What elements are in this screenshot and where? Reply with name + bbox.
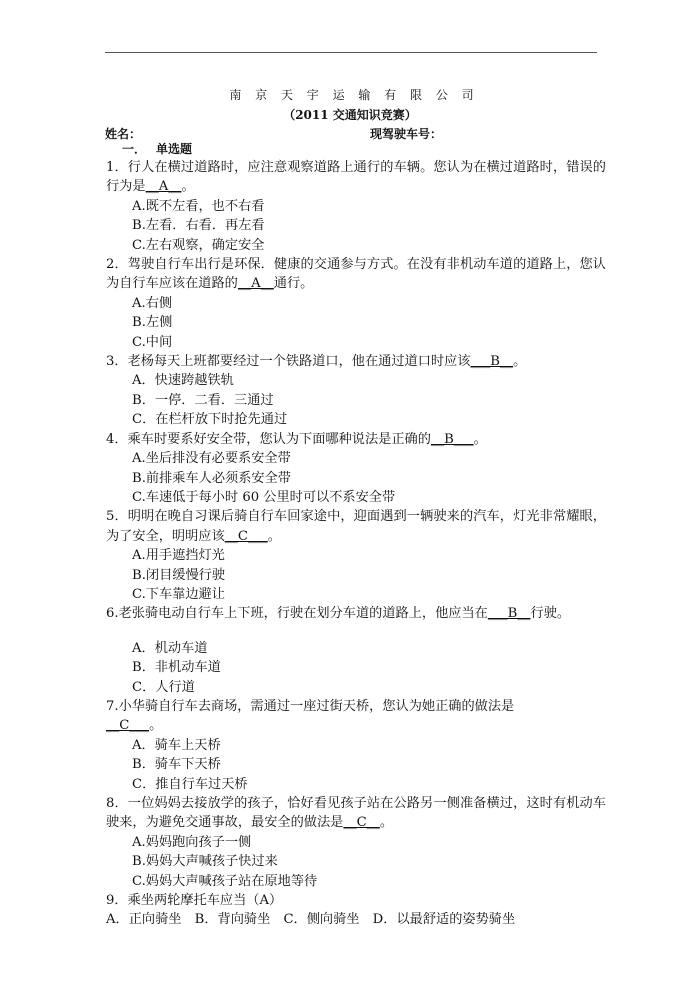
question-stem-end: 。: [513, 354, 527, 370]
answer-blank: ___B__: [487, 606, 531, 622]
event-title: （2011 交通知识竞赛）: [283, 108, 417, 122]
option-b: B.左看．右看．再左看: [132, 218, 265, 234]
section-number: 一．: [122, 142, 147, 156]
name-label: 姓名：: [105, 127, 142, 141]
question-stem: 2．驾驶自行车出行是环保．健康的交通参与方式。在没有非机动车道的道路上，您认为自行车应该在道路的: [106, 257, 606, 292]
answer-blank: __C___: [106, 718, 150, 734]
company-name: 南 京 天 宇 运 输 有 限 公 司: [229, 88, 479, 102]
question-text: [106, 255, 606, 294]
section-heading: [106, 140, 606, 158]
option-b: B.闭目缓慢行驶: [132, 567, 226, 583]
question-stem-end: 。: [149, 718, 163, 734]
question-text: [106, 158, 606, 197]
answer-blank: __C__: [343, 815, 380, 831]
question-2: [106, 255, 606, 352]
question-text: [106, 697, 606, 736]
question-stem: 4．乘车时要系好安全带，您认为下面哪种说法是正确的: [106, 431, 431, 447]
header-rule: [105, 52, 597, 53]
option-a: A．骑车上天桥: [132, 737, 221, 753]
option-b: B.左侧: [132, 315, 173, 331]
option-b: B.前排乘车人必须系安全带: [132, 470, 291, 486]
question-stem: 6.老张骑电动自行车上下班，行驶在划分车道的道路上，他应当在: [106, 606, 488, 622]
question-stem: 8．一位妈妈去接放学的孩子，恰好看见孩子站在公路另一侧准备横过，这时有机动车驶来，为避免交通事故，最安全的做法是: [106, 796, 606, 831]
option-b: B．非机动车道: [132, 660, 221, 676]
plate-number-label: 现驾驶车号：: [370, 127, 443, 141]
question-stem: 7.小华骑自行车去商场，需通过一座过街天桥，您认为她正确的做法是: [106, 698, 515, 714]
question-stem-end: 行驶。: [530, 606, 571, 622]
section-title: 单选题: [156, 142, 193, 156]
answer-blank: ___B__: [470, 354, 514, 370]
option-a: A.妈妈跑向孩子一侧: [132, 834, 252, 850]
question-6: [106, 604, 606, 697]
option-a: A．机动车道: [132, 640, 208, 656]
question-3: [106, 352, 606, 430]
question-text: [106, 430, 606, 449]
option-b: B．一停．二看．三通过: [132, 392, 274, 408]
question-stem-end: 。: [379, 815, 394, 831]
option-a: A.用手遮挡灯光: [132, 548, 225, 564]
question-4: [106, 430, 606, 508]
option-a: A.既不左看，也不右看: [132, 198, 265, 214]
question-stem-end: 通行。: [273, 276, 314, 292]
option-a: A.坐后排没有必要系安全带: [132, 451, 291, 467]
question-text: [106, 352, 606, 371]
answer-blank: __A__: [237, 276, 274, 292]
question-stem-end: 。: [181, 179, 195, 195]
question-stem: 1．行人在横过道路时，应注意观察道路上通行的车辆。您认为在横过道路时，错误的行为是: [106, 160, 606, 195]
option-c: C．在栏杆放下时抢先通过: [132, 412, 288, 428]
question-text: [106, 507, 606, 546]
question-7: [106, 697, 606, 794]
option-b: B.妈妈大声喊孩子快过来: [132, 854, 278, 870]
option-b: B．骑车下天桥: [132, 757, 221, 773]
question-9: [106, 891, 606, 930]
option-a: A.右侧: [132, 295, 173, 311]
question-stem: 5．明明在晚自习课后骑自行车回家途中，迎面遇到一辆驶来的汽车，灯光非常耀眼，为了安全，明明应该: [106, 509, 606, 544]
answer-blank: __B___: [430, 431, 474, 447]
option-c: C.车速低于每小时 60 公里时可以不系安全带: [132, 489, 396, 505]
question-text: [106, 891, 606, 910]
question-text: [106, 604, 606, 623]
answer-blank: __A__: [145, 179, 182, 195]
blank-spacer: [106, 624, 606, 639]
answer-blank: __C___: [224, 528, 268, 544]
inline-options: A．正向骑坐 B．背向骑坐 C．侧向骑坐 D．以最舒适的姿势骑坐: [106, 912, 516, 928]
question-list: [106, 140, 606, 930]
option-c: C.左右观察，确定安全: [132, 237, 265, 253]
question-stem-end: 。: [267, 528, 281, 544]
option-c: C.妈妈大声喊孩子站在原地等待: [132, 873, 318, 889]
question-stem: 9．乘坐两轮摩托车应当（A）: [106, 893, 283, 909]
option-c: C．推自行车过天桥: [132, 776, 248, 792]
question-5: [106, 507, 606, 604]
question-1: [106, 158, 606, 255]
option-a: A．快速跨越铁轨: [132, 373, 234, 389]
option-c: C.下车靠边避让: [132, 586, 225, 602]
option-c: C．人行道: [132, 679, 195, 695]
option-c: C.中间: [132, 334, 173, 350]
question-stem: 3．老杨每天上班都要经过一个铁路道口，他在通过道口时应该: [106, 354, 471, 370]
question-8: [106, 794, 606, 891]
question-text: [106, 794, 606, 833]
question-stem-end: 。: [473, 431, 487, 447]
